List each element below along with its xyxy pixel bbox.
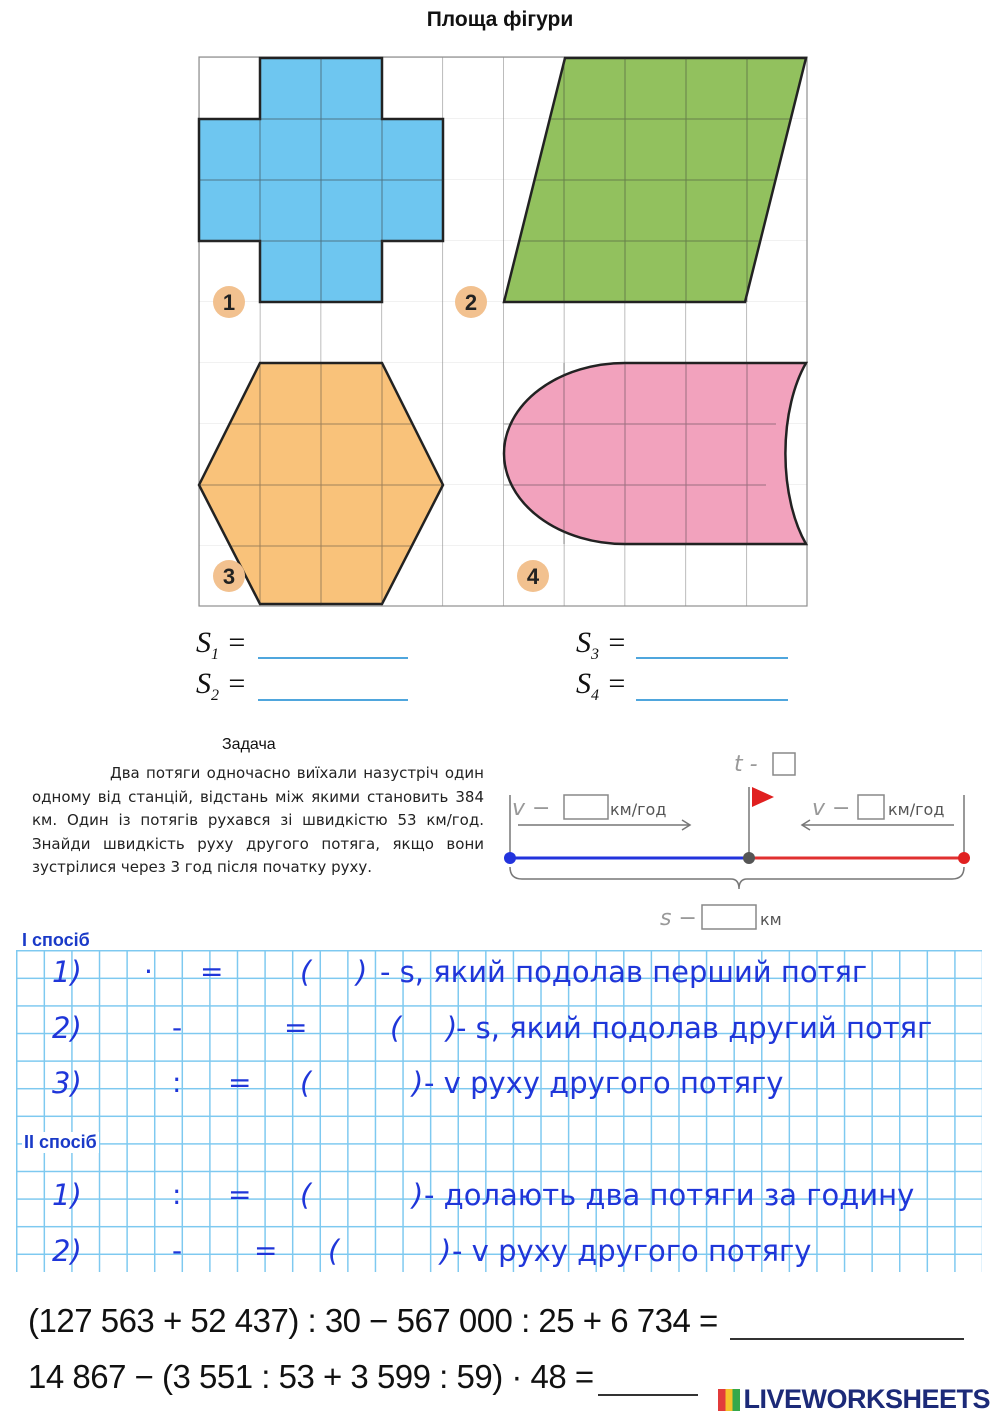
shapes-figure — [196, 54, 808, 610]
shape-label-4: 4 — [526, 564, 540, 589]
m1-line2-close: ) — [446, 1011, 458, 1045]
area-s3-answer[interactable] — [636, 657, 788, 659]
m1-line1-num: 1) — [52, 955, 82, 989]
area-s1-answer[interactable] — [258, 657, 408, 659]
area-s3-letter: S — [576, 626, 591, 659]
area-s1-eq: = — [226, 626, 247, 659]
shape-label-3: 3 — [222, 564, 236, 589]
time-label: t - — [734, 752, 758, 777]
start-point-right — [958, 852, 970, 864]
m1-line1-op: · — [144, 955, 153, 988]
area-s1-letter: S — [196, 626, 211, 659]
m1-line3-op: : — [172, 1066, 182, 1099]
shape-label-1: 1 — [222, 290, 236, 315]
m2-line1-eq: = — [228, 1178, 252, 1211]
area-s4-eq: = — [606, 667, 627, 700]
area-s4 — [576, 667, 627, 705]
m1-line2-eq: = — [284, 1011, 308, 1044]
speed-left-box[interactable] — [564, 795, 608, 819]
area-s2-eq: = — [226, 667, 247, 700]
area-s2 — [196, 667, 247, 705]
motion-diagram — [498, 745, 978, 935]
m1-line2-num: 2) — [52, 1011, 82, 1045]
m2-line2-eq: = — [254, 1234, 278, 1267]
method1-heading: І спосіб — [22, 930, 90, 950]
brand-logo — [718, 1384, 990, 1415]
m2-line2-num: 2) — [52, 1234, 82, 1268]
task-text: Два потяги одночасно виїхали назустріч один одному від станцій, відстань між якими становить 384 км. Один із потягів рухався зі швидкістю 53 км/год. Знайди швидкість руху другого потяга, якщо вони зустрілися через 3 год після початку руху. — [32, 764, 484, 876]
m1-line2-open: ( — [390, 1011, 402, 1045]
notebook-grid — [16, 950, 982, 1272]
m2-line2-open: ( — [328, 1234, 340, 1268]
area-s1 — [196, 626, 247, 664]
meeting-point — [743, 852, 755, 864]
m1-line1-eq: = — [200, 955, 224, 988]
distance-unit: км — [760, 910, 782, 929]
v-left-label: v − — [512, 796, 551, 821]
speed-right-box[interactable] — [858, 795, 884, 819]
m1-line2-text: - s, який подолав другий потяг — [456, 1011, 933, 1045]
area-s2-letter: S — [196, 667, 211, 700]
area-s1-index: 1 — [211, 646, 219, 663]
arch-shape — [504, 363, 806, 544]
m1-line3-num: 3) — [52, 1066, 82, 1100]
area-s3-eq: = — [606, 626, 627, 659]
brand-logo-icon — [718, 1389, 740, 1411]
meeting-flag-icon — [752, 787, 774, 807]
page-title: Площа фігури — [426, 8, 574, 31]
m1-line3-close: ) — [412, 1066, 424, 1100]
shape-label-2: 2 — [464, 290, 478, 315]
m2-line2-text: - v руху другого потягу — [452, 1234, 812, 1268]
m1-line1-close: ) — [356, 955, 368, 989]
distance-label: s − — [660, 906, 697, 931]
area-s3 — [576, 626, 627, 664]
m1-line2-op: - — [172, 1011, 183, 1044]
m1-line1-open: ( — [300, 955, 312, 989]
m2-line1-open: ( — [300, 1178, 312, 1212]
method2-heading: ІІ спосіб — [24, 1132, 97, 1152]
start-point-left — [504, 852, 516, 864]
m1-line3-text: - v руху другого потягу — [424, 1066, 784, 1100]
area-s4-answer[interactable] — [636, 699, 788, 701]
v-right-label: v − — [812, 796, 851, 821]
speed-left-unit: км/год — [610, 800, 667, 819]
time-box[interactable] — [773, 753, 795, 775]
m1-line3-eq: = — [228, 1066, 252, 1099]
m1-line3-open: ( — [300, 1066, 312, 1100]
area-s2-index: 2 — [211, 687, 219, 704]
area-s4-index: 4 — [591, 687, 599, 704]
expression-2-answer[interactable] — [598, 1394, 698, 1396]
m2-line1-close: ) — [412, 1178, 424, 1212]
m2-line1-text: - долають два потяги за годину — [424, 1178, 915, 1212]
speed-right-unit: км/год — [888, 800, 945, 819]
task-title: Задача — [222, 736, 276, 753]
area-s4-letter: S — [576, 667, 591, 700]
m2-line1-num: 1) — [52, 1178, 82, 1212]
expression-1: (127 563 + 52 437) : 30 − 567 000 : 25 + 6 734 = — [28, 1302, 718, 1339]
area-s2-answer[interactable] — [258, 699, 408, 701]
m2-line1-op: : — [172, 1178, 182, 1211]
expression-2: 14 867 − (3 551 : 53 + 3 599 : 59) · 48 = — [28, 1358, 594, 1395]
m2-line2-op: - — [172, 1234, 183, 1267]
area-s3-index: 3 — [591, 646, 599, 663]
m2-line2-close: ) — [440, 1234, 452, 1268]
m1-line1-text: - s, який подолав перший потяг — [380, 955, 868, 989]
brand-name: LIVEWORKSHEETS — [743, 1384, 990, 1414]
distance-box[interactable] — [702, 905, 756, 929]
expression-1-answer[interactable] — [730, 1338, 964, 1340]
